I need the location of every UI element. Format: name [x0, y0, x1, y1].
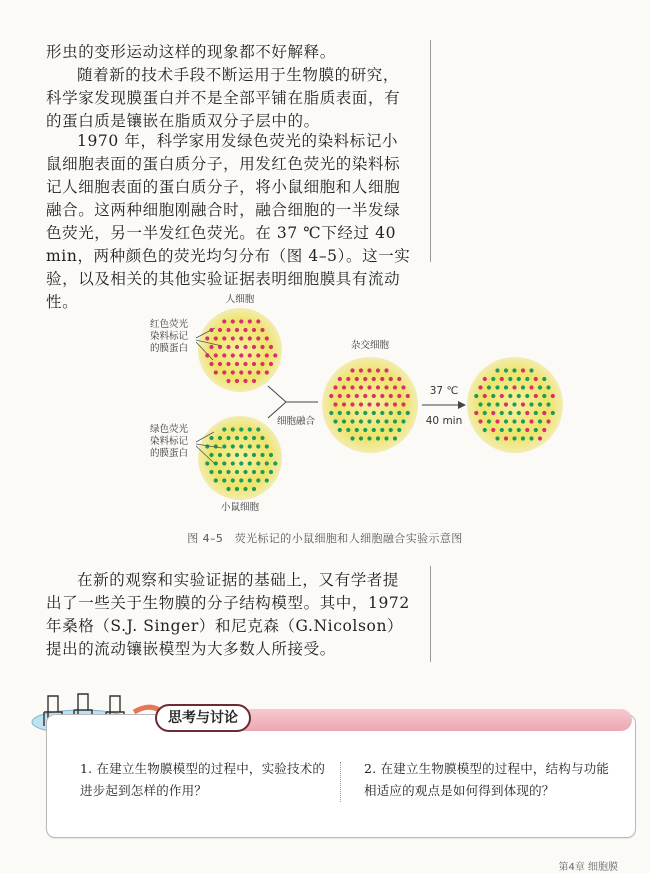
fluorescent-dot — [252, 470, 256, 474]
fluorescent-dot — [363, 377, 367, 381]
fluorescent-dot — [406, 411, 410, 415]
fluorescent-dot — [538, 436, 542, 440]
fluorescent-dot — [474, 411, 478, 415]
fluorescent-dot — [500, 411, 504, 415]
fluorescent-dot — [214, 336, 218, 340]
incubation-arrow-head — [458, 401, 466, 409]
fluorescent-dot — [393, 436, 397, 440]
fluorescent-dot — [346, 428, 350, 432]
hybrid-cell-label: 杂交细胞 — [350, 340, 390, 351]
fluorescent-dot — [521, 419, 525, 423]
fluorescent-dot — [367, 368, 371, 372]
fluorescent-dot — [355, 394, 359, 398]
fluorescent-dot — [218, 362, 222, 366]
fluorescent-dot — [226, 453, 230, 457]
fluorescent-dot — [239, 336, 243, 340]
fluorescent-dot — [487, 385, 491, 389]
fluorescent-dot — [243, 328, 247, 332]
fluorescent-dot — [243, 436, 247, 440]
fluorescent-dot — [491, 411, 495, 415]
fluorescent-dot — [346, 394, 350, 398]
fluorescent-dot — [265, 478, 269, 482]
fluorescent-dot — [389, 411, 393, 415]
fluorescent-dot — [350, 419, 354, 423]
fluorescent-dot — [248, 353, 252, 357]
fluorescent-dot — [380, 377, 384, 381]
fluorescent-dot — [222, 444, 226, 448]
discussion-question-2: 2. 在建立生物膜模型的过程中，结构与功能相适应的观点是如何得到体现的？ — [364, 761, 610, 798]
fluorescent-dot — [338, 377, 342, 381]
fluorescent-dot — [231, 444, 235, 448]
fluorescent-dot — [218, 436, 222, 440]
fluorescent-dot — [243, 345, 247, 349]
fluorescent-dot — [517, 428, 521, 432]
fluorescent-dot — [355, 377, 359, 381]
fluorescent-dot — [231, 461, 235, 465]
fluorescent-dot — [222, 427, 226, 431]
fluorescent-dot — [256, 370, 260, 374]
fluorescent-dot — [397, 394, 401, 398]
temperature-label: 37 ℃ — [429, 385, 459, 397]
fluorescent-dot — [380, 394, 384, 398]
fluorescent-dot — [329, 411, 333, 415]
fluorescent-dot — [350, 436, 354, 440]
fluorescent-dot — [474, 394, 478, 398]
fluorescent-dot — [260, 470, 264, 474]
fluorescent-dot — [495, 436, 499, 440]
fluorescent-dot — [265, 353, 269, 357]
green-label-line-1: 绿色荧光 — [150, 424, 189, 435]
fluorescent-dot — [512, 436, 516, 440]
fluorescent-dot — [248, 444, 252, 448]
fluorescent-dot — [478, 419, 482, 423]
margin-rule-bottom — [430, 566, 431, 662]
fluorescent-dot — [534, 428, 538, 432]
fluorescent-dot — [355, 411, 359, 415]
fluorescent-dot — [256, 427, 260, 431]
fluorescent-dot — [269, 345, 273, 349]
fluorescent-dot — [273, 353, 277, 357]
fusion-bracket — [268, 386, 286, 418]
fluorescent-dot — [512, 385, 516, 389]
green-label-line-3: 的膜蛋白 — [150, 448, 189, 459]
fluorescent-dot — [397, 377, 401, 381]
fluorescent-dot — [487, 419, 491, 423]
fluorescent-dot — [205, 444, 209, 448]
fluorescent-dot — [248, 427, 252, 431]
fluorescent-dot — [218, 453, 222, 457]
fluorescent-dot — [551, 411, 555, 415]
fluorescent-dot — [218, 328, 222, 332]
fluorescent-dot — [209, 470, 213, 474]
fluorescent-dot — [372, 428, 376, 432]
fluorescent-dot — [534, 394, 538, 398]
fluorescent-dot — [243, 487, 247, 491]
fluorescent-dot — [209, 436, 213, 440]
fluorescent-dot — [265, 370, 269, 374]
fluorescent-dot — [256, 444, 260, 448]
fluorescent-dot — [483, 428, 487, 432]
fluorescent-dot — [205, 461, 209, 465]
fluorescent-dot — [508, 428, 512, 432]
fluorescent-dot — [243, 379, 247, 383]
fluorescent-dot — [363, 411, 367, 415]
fusion-label: 细胞融合 — [276, 416, 316, 427]
fluorescent-dot — [534, 377, 538, 381]
fluorescent-dot — [226, 345, 230, 349]
fusion-experiment-figure — [0, 280, 650, 525]
fluorescent-dot — [231, 336, 235, 340]
fluorescent-dot — [508, 377, 512, 381]
fluorescent-dot — [389, 428, 393, 432]
fluorescent-dot — [248, 319, 252, 323]
fluorescent-dot — [551, 394, 555, 398]
fluorescent-dot — [525, 428, 529, 432]
fluorescent-dot — [256, 336, 260, 340]
fluorescent-dot — [384, 419, 388, 423]
fluorescent-dot — [517, 394, 521, 398]
fluorescent-dot — [376, 436, 380, 440]
fluorescent-dot — [542, 394, 546, 398]
fluorescent-dot — [256, 319, 260, 323]
fluorescent-dot — [231, 370, 235, 374]
fluorescent-dot — [252, 345, 256, 349]
fluorescent-dot — [256, 353, 260, 357]
fluorescent-dot — [500, 394, 504, 398]
fluorescent-dot — [265, 444, 269, 448]
green-label-line-2: 染料标记 — [150, 436, 189, 447]
fluorescent-dot — [269, 470, 273, 474]
fluorescent-dot — [397, 411, 401, 415]
fluorescent-dot — [269, 453, 273, 457]
fluorescent-dot — [401, 402, 405, 406]
fluorescent-dot — [239, 370, 243, 374]
fluorescent-dot — [222, 478, 226, 482]
fluorescent-dot — [214, 478, 218, 482]
fluorescent-dot — [329, 394, 333, 398]
fluorescent-dot — [226, 379, 230, 383]
fluorescent-dot — [252, 453, 256, 457]
fluorescent-dot — [546, 419, 550, 423]
fluorescent-dot — [235, 345, 239, 349]
fluorescent-dot — [525, 394, 529, 398]
fluorescent-dot — [512, 368, 516, 372]
time-label: 40 min — [425, 415, 463, 427]
fluorescent-dot — [495, 368, 499, 372]
fluorescent-dot — [235, 379, 239, 383]
fluorescent-dot — [359, 436, 363, 440]
fluorescent-dot — [231, 353, 235, 357]
fluorescent-dot — [239, 478, 243, 482]
fluorescent-dot — [342, 385, 346, 389]
discussion-question-1: 1. 在建立生物膜模型的过程中，实验技术的进步起到怎样的作用？ — [80, 761, 326, 798]
fluorescent-dot — [239, 427, 243, 431]
fluorescent-dot — [529, 436, 533, 440]
fluorescent-dot — [512, 402, 516, 406]
fluorescent-dot — [401, 385, 405, 389]
fluorescent-dot — [239, 319, 243, 323]
red-label-line-3: 的膜蛋白 — [150, 343, 189, 354]
fluorescent-dot — [380, 428, 384, 432]
fluorescent-dot — [260, 345, 264, 349]
fluorescent-dot — [256, 478, 260, 482]
fluorescent-dot — [338, 394, 342, 398]
fluorescent-dot — [529, 419, 533, 423]
fluorescent-dot — [243, 470, 247, 474]
fluorescent-dot — [260, 328, 264, 332]
fluorescent-dot — [252, 379, 256, 383]
fluorescent-dot — [333, 385, 337, 389]
fluorescent-dot — [376, 419, 380, 423]
fluorescent-dot — [359, 419, 363, 423]
fluorescent-dot — [214, 370, 218, 374]
fluorescent-dot — [504, 368, 508, 372]
fluorescent-dot — [231, 319, 235, 323]
fluorescent-dot — [508, 394, 512, 398]
figure-caption: 图 4–5 荧光标记的小鼠细胞和人细胞融合实验示意图 — [187, 532, 463, 545]
question-divider — [340, 762, 341, 802]
fluorescent-dot — [226, 487, 230, 491]
red-label-line-1: 红色荧光 — [150, 319, 189, 330]
fluorescent-dot — [248, 370, 252, 374]
fluorescent-dot — [226, 328, 230, 332]
fluorescent-dot — [534, 411, 538, 415]
fluorescent-dot — [243, 362, 247, 366]
fluorescent-dot — [222, 353, 226, 357]
fluorescent-dot — [546, 402, 550, 406]
fluorescent-dot — [248, 336, 252, 340]
fluorescent-dot — [359, 402, 363, 406]
fluorescent-dot — [359, 385, 363, 389]
discussion-title: 思考与讨论 — [155, 704, 251, 732]
fluorescent-dot — [222, 336, 226, 340]
fluorescent-dot — [209, 453, 213, 457]
fluorescent-dot — [491, 394, 495, 398]
fluorescent-dot — [260, 436, 264, 440]
fluorescent-dot — [546, 385, 550, 389]
mouse-cell-label: 小鼠细胞 — [220, 502, 260, 513]
fluorescent-dot — [265, 336, 269, 340]
fluorescent-dot — [350, 385, 354, 389]
fluorescent-dot — [367, 402, 371, 406]
fluorescent-dot — [384, 385, 388, 389]
fluorescent-dot — [483, 411, 487, 415]
fluorescent-dot — [218, 470, 222, 474]
fluorescent-dot — [363, 394, 367, 398]
fluorescent-dot — [260, 362, 264, 366]
fluorescent-dot — [372, 377, 376, 381]
fluorescent-dot — [495, 385, 499, 389]
fluorescent-dot — [483, 394, 487, 398]
fluorescent-dot — [252, 328, 256, 332]
fluorescent-dot — [243, 453, 247, 457]
fluorescent-dot — [542, 428, 546, 432]
fluorescent-dot — [235, 328, 239, 332]
fluorescent-dot — [376, 368, 380, 372]
fluorescent-dot — [521, 368, 525, 372]
fluorescent-dot — [214, 353, 218, 357]
fluorescent-dot — [529, 385, 533, 389]
fluorescent-dot — [350, 368, 354, 372]
fluorescent-dot — [226, 470, 230, 474]
fluorescent-dot — [235, 362, 239, 366]
fluorescent-dot — [346, 411, 350, 415]
fluorescent-dot — [222, 319, 226, 323]
fluorescent-dot — [376, 385, 380, 389]
fluorescent-dot — [367, 419, 371, 423]
fluorescent-dot — [222, 461, 226, 465]
fluorescent-dot — [231, 478, 235, 482]
fluorescent-dot — [521, 436, 525, 440]
fluorescent-dot — [235, 453, 239, 457]
fluorescent-dot — [338, 411, 342, 415]
page-footer: 第4章 细胞膜 — [558, 862, 618, 873]
fluorescent-dot — [355, 428, 359, 432]
fluorescent-dot — [226, 362, 230, 366]
fluorescent-dot — [239, 444, 243, 448]
fluorescent-dot — [491, 428, 495, 432]
fluorescent-dot — [504, 436, 508, 440]
fluorescent-dot — [401, 419, 405, 423]
fluorescent-dot — [231, 427, 235, 431]
fluorescent-dot — [338, 428, 342, 432]
fluorescent-dot — [372, 394, 376, 398]
paragraph-3: 1970 年，科学家用发绿色荧光的染料标记小鼠细胞表面的蛋白质分子，用发红色荧光的染料标记人细胞表面的蛋白质分子，将小鼠细胞和人细胞融合。这两种细胞刚融合时，融合细胞的一半发绿色荧光，另一半发红色荧光。在 37 ℃下经过 40 min，两种颜色的荧光均匀分布（图 4–5）。这一实验，以及相关的其他实验证据表明细胞膜具有流动性。 — [46, 132, 411, 311]
fluorescent-dot — [384, 436, 388, 440]
fluorescent-dot — [265, 461, 269, 465]
fluorescent-dot — [248, 461, 252, 465]
fluorescent-dot — [406, 394, 410, 398]
fluorescent-dot — [342, 419, 346, 423]
paragraph-4: 在新的观察和实验证据的基础上，又有学者提出了一些关于生物膜的分子结构模型。其中，1972 年桑格（S.J. Singer）和尼克森（G.Nicolson）提出的流动镶嵌模型为大多数人所接受。 — [46, 571, 410, 658]
fluorescent-dot — [508, 411, 512, 415]
fluorescent-dot — [487, 402, 491, 406]
fluorescent-dot — [529, 368, 533, 372]
fluorescent-dot — [517, 377, 521, 381]
fluorescent-dot — [235, 436, 239, 440]
fluorescent-dot — [363, 428, 367, 432]
fluorescent-dot — [483, 377, 487, 381]
fluorescent-dot — [521, 385, 525, 389]
margin-rule-top — [430, 40, 431, 262]
fluorescent-dot — [538, 385, 542, 389]
fluorescent-dot — [500, 428, 504, 432]
fluorescent-dot — [393, 385, 397, 389]
fluorescent-dot — [252, 436, 256, 440]
fluorescent-dot — [333, 402, 337, 406]
fluorescent-dot — [222, 370, 226, 374]
fluorescent-dot — [504, 402, 508, 406]
fluorescent-dot — [542, 411, 546, 415]
fluorescent-dot — [491, 377, 495, 381]
fluorescent-dot — [389, 377, 393, 381]
fluorescent-dot — [209, 362, 213, 366]
fluorescent-dot — [350, 402, 354, 406]
fluorescent-dot — [239, 461, 243, 465]
fluorescent-dot — [384, 368, 388, 372]
fluorescent-dot — [529, 402, 533, 406]
fluorescent-dot — [248, 478, 252, 482]
fluorescent-dot — [235, 487, 239, 491]
fluorescent-dot — [239, 353, 243, 357]
fluorescent-dot — [372, 411, 376, 415]
fluorescent-dot — [542, 377, 546, 381]
fluorescent-dot — [393, 402, 397, 406]
fluorescent-dot — [538, 419, 542, 423]
fluorescent-dot — [504, 385, 508, 389]
fluorescent-dot — [504, 419, 508, 423]
fluorescent-dot — [367, 436, 371, 440]
fluorescent-dot — [384, 402, 388, 406]
fluorescent-dot — [389, 394, 393, 398]
fluorescent-dot — [367, 385, 371, 389]
fluorescent-dot — [209, 345, 213, 349]
human-cell-label: 人细胞 — [225, 294, 255, 305]
fluorescent-dot — [252, 487, 256, 491]
fluorescent-dot — [500, 377, 504, 381]
fluorescent-dot — [342, 402, 346, 406]
fluorescent-dot — [478, 402, 482, 406]
fluorescent-dot — [495, 419, 499, 423]
paragraph-1: 形虫的变形运动这样的现象都不好解释。 — [46, 43, 336, 61]
fluorescent-dot — [269, 362, 273, 366]
fluorescent-dot — [256, 461, 260, 465]
fluorescent-dot — [226, 436, 230, 440]
fluorescent-dot — [376, 402, 380, 406]
fluorescent-dot — [260, 453, 264, 457]
fluorescent-dot — [525, 377, 529, 381]
fluorescent-dot — [478, 385, 482, 389]
fluorescent-dot — [273, 461, 277, 465]
fluorescent-dot — [517, 411, 521, 415]
fluorescent-dot — [393, 419, 397, 423]
fluorescent-dot — [346, 377, 350, 381]
fluorescent-dot — [333, 419, 337, 423]
fluorescent-dot — [252, 362, 256, 366]
paragraph-2: 随着新的技术手段不断运用于生物膜的研究，科学家发现膜蛋白并不是全部平铺在脂质表面，有的蛋白质是镶嵌在脂质双分子层中的。 — [46, 66, 401, 130]
fluorescent-dot — [397, 428, 401, 432]
fluorescent-dot — [521, 402, 525, 406]
fluorescent-dot — [538, 402, 542, 406]
fluorescent-dot — [380, 411, 384, 415]
fluorescent-dot — [525, 411, 529, 415]
fluorescent-dot — [205, 336, 209, 340]
fluorescent-dot — [235, 470, 239, 474]
fluorescent-dot — [495, 402, 499, 406]
fluorescent-dot — [359, 368, 363, 372]
red-label-line-2: 染料标记 — [150, 331, 189, 342]
fluorescent-dot — [512, 419, 516, 423]
